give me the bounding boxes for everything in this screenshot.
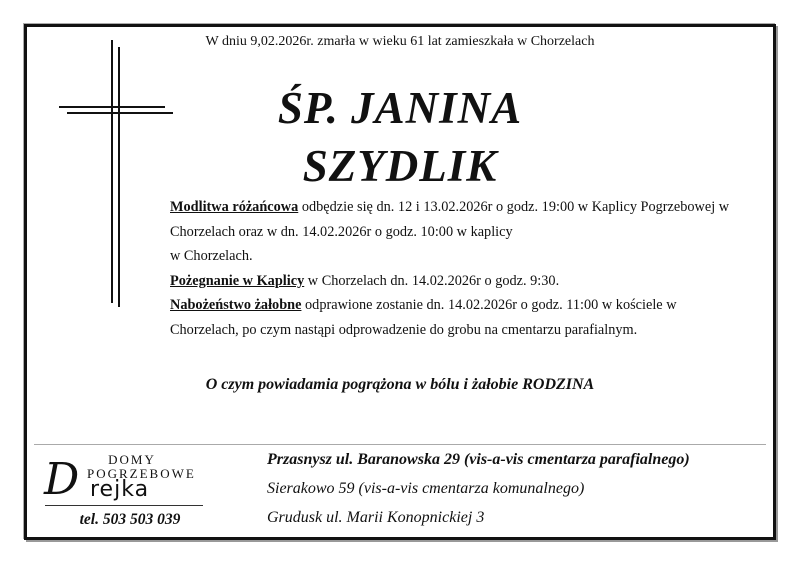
address-sierakowo: Sierakowo 59 (vis-a-vis cmentarza komunalnego) xyxy=(267,480,585,497)
logo-brand: rejka xyxy=(90,477,150,502)
rosary-text: odbędzie się dn. 12 i 13.02.2026r o godz. 19:00 w Kaplicy Pogrzebowej w Chorzelach oraz w dn. 14.02.2026r o godz. 10:00 w kaplicy xyxy=(170,199,730,240)
death-notice-line: W dniu 9,02.2026r. zmarła w wieku 61 lat zamieszkała w Chorzelach xyxy=(205,34,595,49)
address-grudusk: Grudusk ul. Marii Konopnickiej 3 xyxy=(267,509,485,526)
farewell-text: w Chorzelach dn. 14.02.2026r o godz. 9:30. xyxy=(304,272,560,289)
rosary-text-end: w Chorzelach. xyxy=(170,248,253,264)
mass-text: odprawione zostanie dn. 14.02.2026r o godz. 11:00 w kościele w Chorzelach, po czym nastąpi odprowadzenie do grobu na cmentarzu parafialnym. xyxy=(170,297,677,338)
rosary-heading: Modlitwa różańcowa xyxy=(170,199,299,215)
deceased-name-last: SZYDLIK xyxy=(302,141,498,191)
address-przasnysz: Przasnysz ul. Baranowska 29 (vis-a-vis cmentarza parafialnego) xyxy=(267,451,690,468)
closing-line: O czym powiadamia pogrążona w bólu i żałobie RODZINA xyxy=(205,376,595,393)
farewell-paragraph xyxy=(170,269,730,294)
rosary-paragraph xyxy=(170,195,730,269)
funeral-home-logo xyxy=(40,452,210,532)
farewell-heading: Pożegnanie w Kaplicy xyxy=(170,272,305,289)
ceremony-details xyxy=(170,195,730,342)
logo-initial: D xyxy=(44,454,80,505)
deceased-name-first: ŚP. JANINA xyxy=(277,83,523,133)
logo-line2: POGRZEBOWE xyxy=(87,466,196,481)
phone-number: tel. 503 503 039 xyxy=(79,511,181,528)
logo-line1: DOMY xyxy=(108,452,156,467)
divider xyxy=(34,444,766,445)
logo-underline xyxy=(45,505,203,506)
mass-heading: Nabożeństwo żałobne xyxy=(170,297,302,313)
mass-paragraph xyxy=(170,293,730,342)
